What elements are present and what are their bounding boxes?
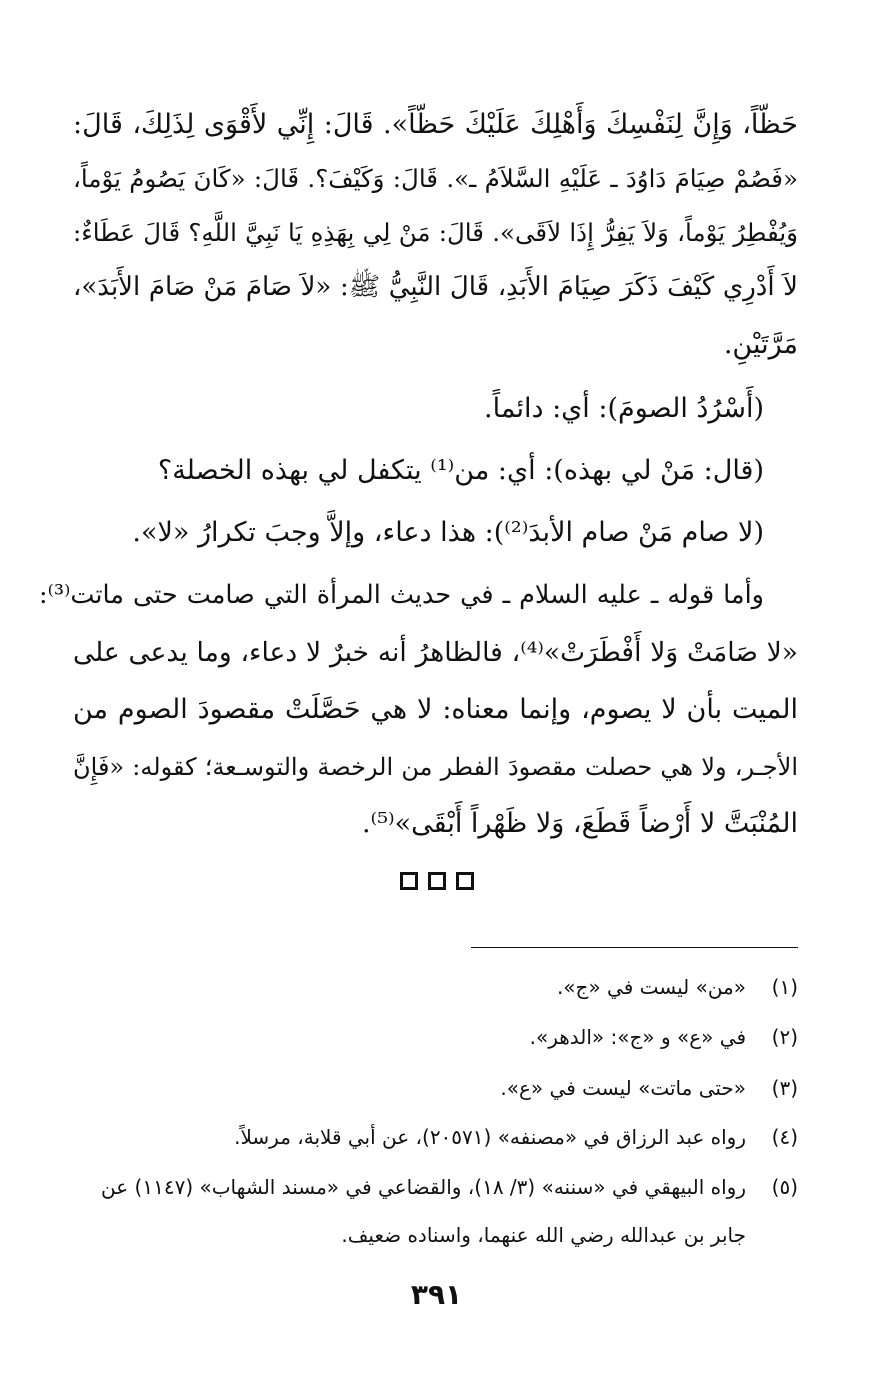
text-line-5: مَرَّتَيْنِ. bbox=[723, 329, 798, 360]
footnote-1 bbox=[73, 970, 798, 1004]
footnote-number: (٢) bbox=[771, 1025, 798, 1049]
square-ornament-icon bbox=[400, 872, 418, 890]
footnote-text: في «ع» و «ج»: «الدهر». bbox=[529, 1025, 746, 1049]
text-line-4: لاَ أَدْرِي كَيْفَ ذَكَرَ صِيَامَ الأَبَدِ، قَالَ النَّبِيُّ ﷺ: «لاَ صَامَ مَنْ صَامَ الأَبَدَ»، bbox=[73, 272, 798, 302]
footnote-text: رواه البيهقي في «سننه» (٣/ ١٨)، والقضاعي في «مسند الشهاب» (١١٤٧) عن bbox=[101, 1175, 746, 1199]
footnote-text: «من» ليست في «ج». bbox=[556, 975, 746, 999]
footnote-text: «حتى ماتت» ليست في «ع». bbox=[500, 1076, 746, 1100]
footnote-5-continuation: جابر بن عبدالله رضي الله عنهما، واسناده ضعيف. bbox=[341, 1223, 746, 1247]
square-ornament-icon bbox=[428, 872, 446, 890]
commentary-line-3: (لا صام مَنْ صام الأبدَ⁽²⁾): هذا دعاء، وإلاَّ وجبَ تكرارُ «لا». bbox=[132, 517, 764, 548]
paragraph-line-4: الأجـر، ولا هي حصلت مقصودَ الفطر من الرخصة والتوسـعة؛ كقوله: «فَإِنَّ bbox=[73, 753, 798, 781]
paragraph-line-3: الميت بأن لا يصوم، وإنما معناه: لا هي حَصَّلَتْ مقصودَ الصوم من bbox=[73, 694, 798, 725]
footnote-number: (٣) bbox=[771, 1076, 798, 1100]
page-number: ٣٩١ bbox=[410, 1278, 463, 1311]
footnote-number: (١) bbox=[771, 975, 798, 999]
commentary-line-2: (قال: مَنْ لي بهذه): أي: من⁽¹⁾ يتكفل لي بهذه الخصلة؟ bbox=[157, 455, 764, 486]
text-line-1: حَظّاً، وَإِنَّ لِنَفْسِكَ وَأَهْلِكَ عَلَيْكَ حَظّاً». قَالَ: إِنِّي لأَقْوَى لِذَلِكَ، قَالَ: bbox=[73, 109, 798, 140]
paragraph-line-1: وأما قوله ـ عليه السلام ـ في حديث المرأة التي صامت حتى ماتت⁽³⁾: bbox=[39, 580, 764, 610]
square-ornament-icon bbox=[456, 872, 474, 890]
footnote-5 bbox=[73, 1170, 798, 1204]
footnote-4 bbox=[73, 1120, 798, 1154]
text-line-2: «فَصُمْ صِيَامَ دَاوُدَ ـ عَلَيْهِ السَّلاَمُ ـ». قَالَ: وَكَيْفَ؟. قَالَ: «كَانَ يَصُومُ يَوْماً، bbox=[73, 164, 798, 193]
footnote-2 bbox=[73, 1020, 798, 1054]
text-line-3: وَيُفْطِرُ يَوْماً، وَلاَ يَفِرُّ إِذَا لاَقَى». قَالَ: مَنْ لِي بِهَذِهِ يَا نَبِيَّ اللَّهِ؟ قَالَ عَطَاءٌ: bbox=[73, 218, 798, 247]
footnote-number: (٥) bbox=[771, 1175, 798, 1199]
paragraph-line-5: المُنْبَتَّ لا أَرْضاً قَطَعَ، وَلا ظَهْراً أَبْقَى»⁽⁵⁾. bbox=[361, 808, 798, 839]
footnote-text: رواه عبد الرزاق في «مصنفه» (٢٠٥٧١)، عن أبي قلابة، مرسلاً. bbox=[234, 1125, 746, 1149]
paragraph-line-2: «لا صَامَتْ وَلا أَفْطَرَتْ»⁽⁴⁾، فالظاهرُ أنه خبرٌ لا دعاء، وما يدعى على bbox=[73, 637, 798, 668]
section-separator bbox=[0, 872, 873, 890]
commentary-line-1: (أَسْرُدُ الصومَ): أي: دائماً. bbox=[484, 393, 764, 424]
footnote-rule bbox=[471, 947, 798, 948]
footnote-3 bbox=[73, 1071, 798, 1105]
footnote-number: (٤) bbox=[771, 1125, 798, 1149]
